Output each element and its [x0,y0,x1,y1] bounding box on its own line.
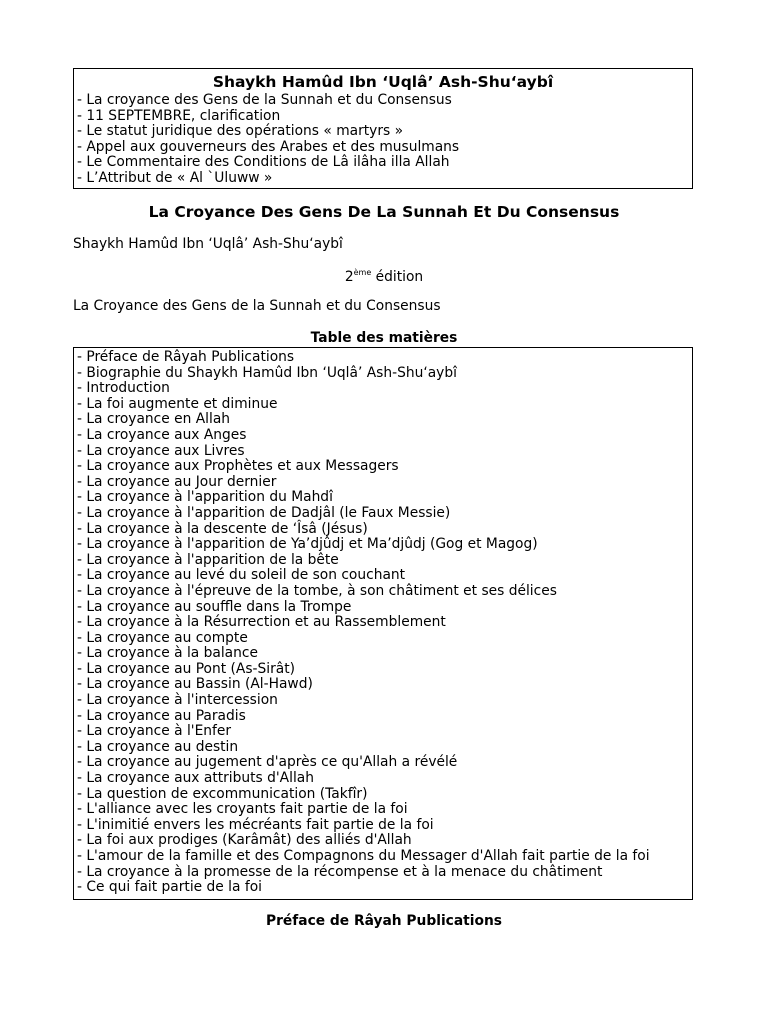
edition-number: 2 [344,269,354,285]
book-title-line: La Croyance des Gens de la Sunnah et du Consensus [73,298,441,314]
works-list-item: - La croyance des Gens de la Sunnah et du Consensus [77,92,452,108]
toc-item: - Ce qui fait partie de la foi [77,879,262,896]
works-list-item: - Le statut juridique des opérations « martyrs » [77,123,404,140]
toc-item: - La croyance à l'apparition de Dadjâl (le Faux Messie) [77,504,451,521]
edition-line [0,268,768,285]
toc-item: - La croyance à l'apparition de la bête [77,551,339,568]
edition-suffix: ème [353,268,372,277]
toc-item: - La croyance au Pont (As-Sirât) [77,660,296,677]
works-list-item: - Le Commentaire des Conditions de Lâ ilâha illa Allah [77,154,450,171]
toc-heading: Table des matières [310,330,458,346]
toc-item: - La croyance au destin [77,738,239,755]
toc-item: - La croyance aux Prophètes et aux Messagers [77,458,399,475]
toc-box [73,347,693,900]
toc-item: - La croyance à la promesse de la récompense et à la menace du châtiment [77,863,603,880]
edition-label: édition [371,269,424,285]
preface-heading: Préface de Râyah Publications [266,913,502,929]
toc-item: - La croyance au Jour dernier [77,473,277,490]
works-list-item: - 11 SEPTEMBRE, clarification [77,107,281,124]
header-box [73,68,693,189]
toc-item: - Introduction [77,380,170,397]
toc-item: - La croyance aux Livres [77,442,245,459]
toc-item: - La croyance au souffle dans la Trompe [77,598,352,615]
toc-item: - La foi augmente et diminue [77,395,278,412]
toc-item: - La croyance aux Anges [77,426,247,443]
works-list [77,93,689,187]
toc-item: - Biographie du Shaykh Hamûd Ibn ‘Uqlâ’ Ash-Shu‘aybî [77,364,457,381]
toc-item: - La croyance au levé du soleil de son couchant [77,567,406,584]
toc-list [77,350,689,896]
toc-item: - La croyance à la descente de ‘Îsâ (Jésus) [77,520,368,537]
works-list-item: - Appel aux gouverneurs des Arabes et des musulmans [77,138,460,155]
toc-item: - La croyance au compte [77,629,248,646]
toc-item: - L'inimitié envers les mécréants fait partie de la foi [77,816,434,833]
toc-item: - La croyance à l'apparition de Ya’djûdj et Ma’djûdj (Gog et Magog) [77,536,538,553]
toc-item: - La question de excommunication (Takfîr) [77,785,368,802]
toc-item: - Préface de Râyah Publications [77,349,295,365]
toc-item: - La croyance à la balance [77,645,258,662]
toc-item: - La croyance à l'épreuve de la tombe, à son châtiment et ses délices [77,582,557,599]
toc-item: - L'alliance avec les croyants fait partie de la foi [77,801,408,818]
toc-item: - La croyance à l'intercession [77,692,278,709]
toc-item: - La croyance en Allah [77,411,231,428]
works-list-item: - L’Attribut de « Al `Uluww » [77,169,273,186]
toc-item: - La croyance aux attributs d'Allah [77,770,314,787]
toc-item: - La croyance au Bassin (Al-Hawd) [77,676,313,693]
author-line: Shaykh Hamûd Ibn ‘Uqlâ’ Ash-Shu‘aybî [73,236,343,252]
toc-item: - La croyance à l'apparition du Mahdî [77,489,333,506]
document-title: La Croyance Des Gens De La Sunnah Et Du Consensus [148,203,620,221]
toc-item: - L'amour de la famille et des Compagnons du Messager d'Allah fait partie de la foi [77,848,650,864]
toc-item: - La croyance à la Résurrection et au Rassemblement [77,614,446,631]
toc-item: - La croyance au jugement d'après ce qu'Allah a révélé [77,754,458,771]
author-title: Shaykh Hamûd Ibn ‘Uqlâ’ Ash-Shu‘aybî [212,73,554,91]
toc-item: - La foi aux prodiges (Karâmât) des alliés d'Allah [77,832,412,849]
toc-item: - La croyance à l'Enfer [77,723,232,740]
toc-item: - La croyance au Paradis [77,707,246,724]
